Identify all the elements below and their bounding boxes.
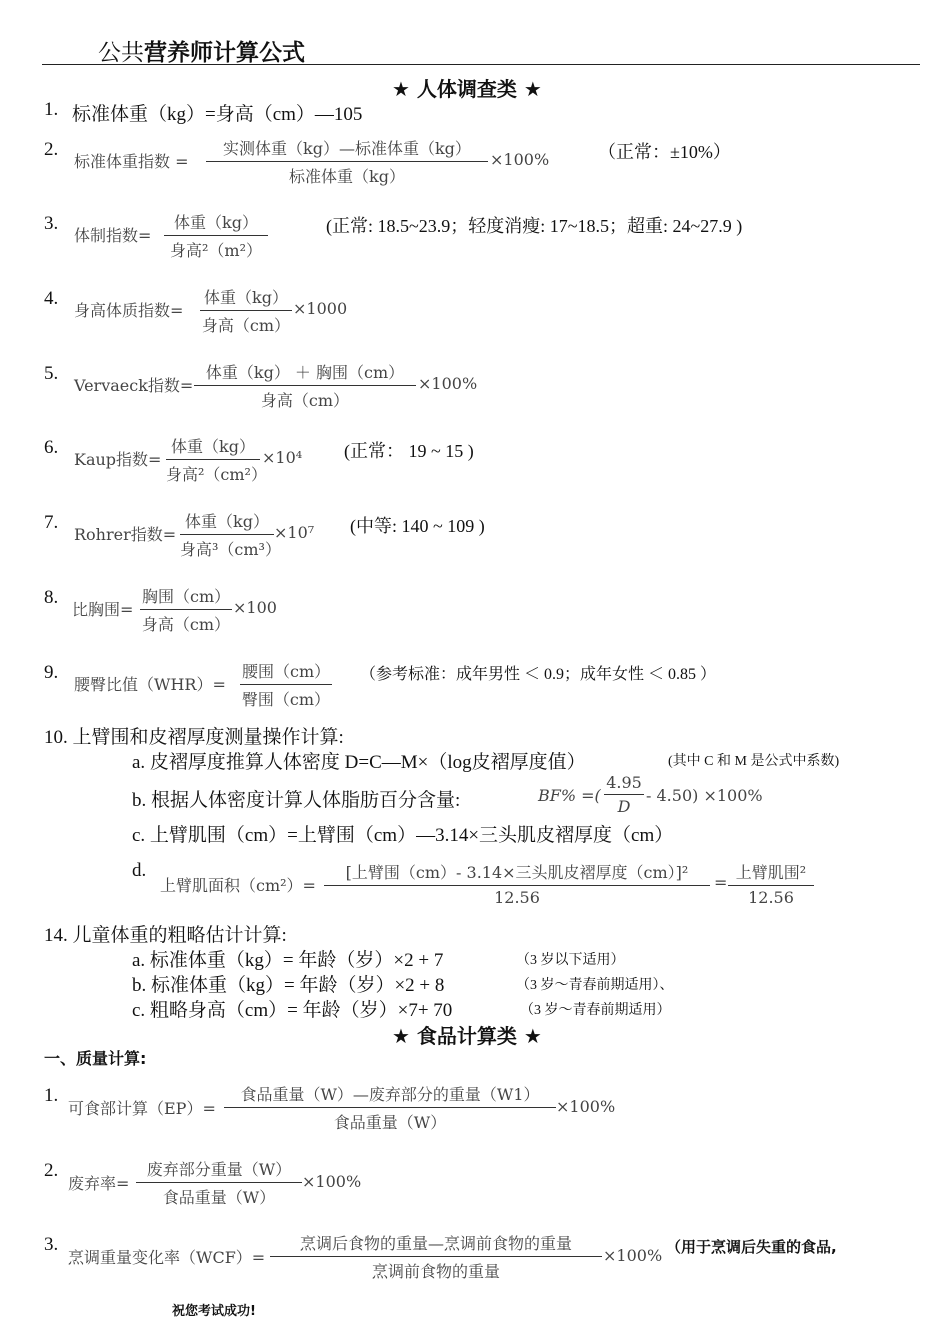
item-9-fraction — [240, 659, 332, 710]
food-2-denominator: 食品重量（W） — [162, 1188, 276, 1207]
food-3-suffix: ×100% — [603, 1246, 663, 1265]
item-9-denominator: 臀围（cm） — [241, 690, 331, 709]
food-3-denominator: 烹调前食物的重量 — [371, 1262, 500, 1281]
item-10b-formula-post: - 4.50) ×100% — [646, 786, 763, 805]
item-3-numerator: 体重（kg） — [174, 213, 258, 232]
item-4-number: 4. — [44, 288, 59, 309]
item-4-fraction — [200, 285, 292, 336]
item-10b-fraction — [604, 773, 644, 816]
item-1-number: 1. — [44, 99, 59, 120]
item-10c-text: c. 上臂肌围（cm）=上臂围（cm）—3.14×三头肌皮褶厚度（cm） — [132, 825, 674, 846]
item-7-suffix: ×10⁷ — [274, 523, 315, 542]
item-10-title: 10. 上臂围和皮褶厚度测量操作计算: — [44, 727, 344, 748]
item-5-number: 5. — [44, 363, 59, 384]
item-4-suffix: ×1000 — [293, 299, 348, 318]
header-title: 营养师计算公式 — [144, 40, 305, 65]
item-7-note: (中等: 140 ~ 109 ) — [350, 516, 485, 536]
item-9-note: （参考标准：成年男性 ＜ 0.9；成年女性 ＜ 0.85 ） — [360, 666, 717, 683]
item-14b-note: （3 岁～青春前期适用）、 — [516, 978, 674, 993]
item-2-numerator: 实测体重（kg）—标准体重（kg） — [223, 139, 471, 158]
item-8-number: 8. — [44, 587, 59, 608]
item-7-numerator: 体重（kg） — [185, 512, 269, 531]
item-10d-numerator: [上臂围（cm）- 3.14×三头肌皮褶厚度（cm）]² — [345, 863, 689, 882]
item-3-denominator: 身高²（m²） — [169, 241, 262, 260]
item-5-suffix: ×100% — [418, 374, 478, 393]
item-14-title: 14. 儿童体重的粗略估计计算: — [44, 925, 287, 946]
item-8-fraction — [140, 584, 232, 635]
footer-text: 祝您考试成功! — [172, 1304, 256, 1319]
item-2-label: 标准体重指数 = — [74, 152, 189, 171]
food-1-fraction — [224, 1082, 556, 1133]
item-10d-fraction — [324, 860, 710, 907]
header-divider — [42, 64, 920, 65]
item-7-denominator: 身高³（cm³） — [180, 540, 281, 559]
food-1-label: 可食部计算（EP）= — [68, 1099, 216, 1118]
item-3-note: (正常: 18.5~23.9；轻度消瘦: 17~18.5；超重: 24~27.9 ) — [326, 216, 743, 236]
food-2-numerator: 废弃部分重量（W） — [146, 1160, 292, 1179]
item-4-label: 身高体质指数= — [74, 301, 184, 320]
item-14a-text: a. 标准体重（kg）= 年龄（岁）×2 + 7 — [132, 950, 444, 971]
item-14c-note: （3 岁～青春前期适用） — [520, 1003, 671, 1018]
item-1-text: 标准体重（kg）=身高（cm）—105 — [72, 104, 363, 125]
item-2-number: 2. — [44, 139, 59, 160]
item-8-numerator: 胸围（cm） — [142, 587, 231, 606]
food-2-suffix: ×100% — [302, 1172, 362, 1191]
item-3-label: 体制指数= — [74, 226, 152, 245]
food-2-fraction — [136, 1157, 302, 1208]
item-7-number: 7. — [44, 512, 59, 533]
item-10d-numerator-2: 上臂肌围² — [735, 863, 807, 882]
item-5-label: Vervaeck指数= — [74, 376, 194, 395]
item-6-numerator: 体重（kg） — [171, 437, 255, 456]
item-10d-equals: = — [714, 873, 728, 892]
food-1-suffix: ×100% — [556, 1097, 616, 1116]
item-8-denominator: 身高（cm） — [141, 615, 231, 634]
item-10d-denominator: 12.56 — [494, 888, 540, 907]
item-5-numerator: 体重（kg） ＋ 胸围（cm） — [205, 363, 405, 382]
food-3-note: （用于烹调后失重的食品, — [666, 1238, 837, 1256]
item-14c-text: c. 粗略身高（cm）= 年龄（岁）×7+ 70 — [132, 1000, 453, 1021]
item-10d-fraction-2 — [728, 860, 814, 907]
food-1-number: 1. — [44, 1085, 59, 1106]
food-1-numerator: 食品重量（W）—废弃部分的重量（W1） — [240, 1085, 540, 1104]
item-7-label: Rohrer指数= — [74, 525, 177, 544]
food-2-number: 2. — [44, 1160, 59, 1181]
item-3-number: 3. — [44, 213, 59, 234]
item-10b-formula-pre: BF% =( — [538, 786, 601, 805]
item-10a-text: a. 皮褶厚度推算人体密度 D=C—M×（log皮褶厚度值） — [132, 752, 586, 773]
food-3-fraction — [270, 1231, 602, 1282]
item-8-label: 比胸围= — [72, 600, 134, 619]
item-10d-denominator-2: 12.56 — [748, 888, 794, 907]
food-1-denominator: 食品重量（W） — [333, 1113, 447, 1132]
food-3-numerator: 烹调后食物的重量—烹调前食物的重量 — [299, 1234, 572, 1253]
item-6-suffix: ×10⁴ — [262, 448, 303, 467]
item-6-note: (正常： 19 ~ 15 ) — [344, 441, 474, 461]
item-4-denominator: 身高（cm） — [201, 316, 291, 335]
item-14a-note: （3 岁以下适用） — [516, 953, 625, 968]
item-5-fraction — [194, 360, 416, 411]
item-10d-label: d. — [132, 860, 147, 881]
food-2-label: 废弃率= — [68, 1174, 130, 1193]
item-2-fraction — [206, 136, 488, 187]
item-10a-note: (其中 C 和 M 是公式中系数) — [668, 754, 840, 769]
item-6-number: 6. — [44, 437, 59, 458]
item-2-suffix: ×100% — [490, 150, 550, 169]
item-4-numerator: 体重（kg） — [204, 288, 288, 307]
food-3-number: 3. — [44, 1234, 59, 1255]
item-14b-text: b. 标准体重（kg）= 年龄（岁）×2 + 8 — [132, 975, 445, 996]
subsection-mass-calc: 一、质量计算: — [44, 1049, 147, 1068]
item-10d-formula-label: 上臂肌面积（cm²）= — [160, 876, 316, 895]
item-8-suffix: ×100 — [233, 598, 277, 617]
item-5-denominator: 身高（cm） — [260, 391, 350, 410]
header-prefix: 公共 — [98, 40, 144, 65]
item-2-denominator: 标准体重（kg） — [289, 167, 405, 186]
item-6-fraction — [166, 434, 267, 485]
section-title-body-survey: ★ 人体调查类 ★ — [392, 77, 542, 101]
item-9-numerator: 腰围（cm） — [242, 662, 331, 681]
item-6-label: Kaup指数= — [74, 450, 162, 469]
item-2-note: （正常：±10%） — [598, 142, 731, 162]
food-3-label: 烹调重量变化率（WCF）= — [68, 1248, 266, 1267]
section-title-food-calc: ★ 食品计算类 ★ — [392, 1024, 542, 1048]
item-10b-denominator: D — [617, 797, 631, 816]
document-header — [98, 34, 305, 67]
item-3-fraction — [164, 210, 268, 261]
item-6-denominator: 身高²（cm²） — [166, 465, 267, 484]
item-10b-text: b. 根据人体密度计算人体脂肪百分含量: — [132, 790, 461, 811]
item-10b-numerator: 4.95 — [606, 773, 642, 792]
item-9-label: 腰臀比值（WHR）= — [74, 675, 226, 694]
item-7-fraction — [180, 509, 281, 560]
item-9-number: 9. — [44, 662, 59, 683]
